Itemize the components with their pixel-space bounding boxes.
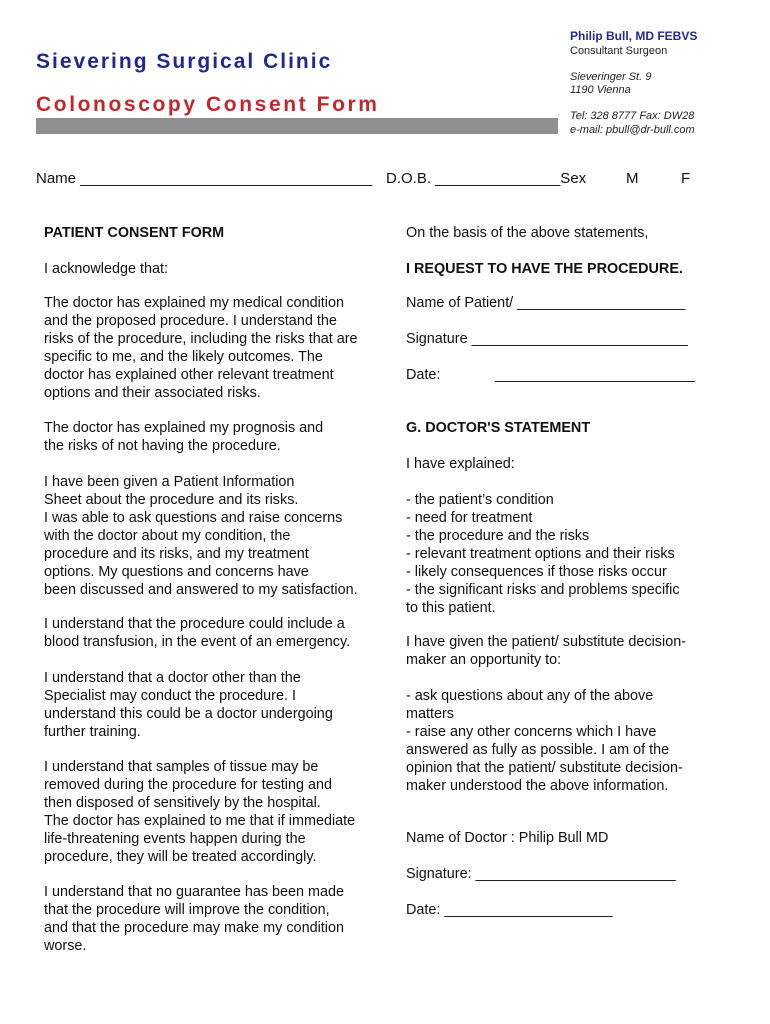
patient-consent-heading: PATIENT CONSENT FORM xyxy=(44,225,225,241)
address-line-1: Sieveringer St. 9 xyxy=(570,71,652,83)
request-procedure-heading: I REQUEST TO HAVE THE PROCEDURE. xyxy=(406,261,683,277)
address-line-2: 1190 Vienna xyxy=(570,84,631,96)
list-item: - the significant risks and problems specific xyxy=(406,582,680,598)
sex-f-option[interactable]: F xyxy=(681,170,691,187)
list-item: - need for treatment xyxy=(406,510,533,526)
patient-signature-field[interactable]: Signature ___________________________ xyxy=(406,331,688,347)
patient-date-field[interactable]: _________________________ xyxy=(495,367,696,383)
doctor-role: Consultant Surgeon xyxy=(570,45,668,57)
paragraph-condition: The doctor has explained my medical condition and the proposed procedure. I understand the risks of the procedure, including the risks that are specific to me, and the likely outcomes. The doctor has explained other relevant treatment options and their associated risks. xyxy=(44,295,358,401)
clinic-name: Sievering Surgical Clinic xyxy=(36,50,333,73)
opportunity-list: - ask questions about any of the above matters - raise any other concerns which I have answered as fully as possible. I am of the opinion that the patient/ substitute decision- maker understood the above information. xyxy=(406,688,683,794)
list-item: - the procedure and the risks xyxy=(406,528,590,544)
doctor-name: Philip Bull, MD FEBVS xyxy=(570,29,698,43)
opportunity-intro: I have given the patient/ substitute decision- maker an opportunity to: xyxy=(406,634,686,668)
patient-name-field[interactable]: Name of Patient/ _____________________ xyxy=(406,295,686,311)
doctor-date-field[interactable]: Date: _____________________ xyxy=(406,902,613,918)
list-item: to this patient. xyxy=(406,600,496,616)
explained-list xyxy=(406,491,680,617)
paragraph-other-doctor: I understand that a doctor other than the Specialist may conduct the procedure. I understand this could be a doctor undergoing further training. xyxy=(44,670,333,740)
basis-statement: On the basis of the above statements, xyxy=(406,225,649,241)
paragraph-information-sheet: I have been given a Patient Information Sheet about the procedure and its risks. I was able to ask questions and raise concerns with the doctor about my condition, the procedure and its risks, and my treatment options. My questions and concerns have been discussed and answered to my satisfaction. xyxy=(44,474,358,598)
doctor-signature-field[interactable]: Signature: _________________________ xyxy=(406,866,676,882)
paragraph-transfusion: I understand that the procedure could include a blood transfusion, in the event of an emergency. xyxy=(44,616,351,650)
paragraph-no-guarantee: I understand that no guarantee has been made that the procedure will improve the condition, and that the procedure may make my condition worse. xyxy=(44,884,345,954)
patient-date-label: Date: xyxy=(406,367,441,383)
paragraph-prognosis: The doctor has explained my prognosis and the risks of not having the procedure. xyxy=(44,420,324,454)
list-item: - the patient’s condition xyxy=(406,492,554,508)
header-divider-bar xyxy=(36,118,558,134)
doctor-statement-heading: G. DOCTOR'S STATEMENT xyxy=(406,420,591,436)
paragraph-tissue-samples: I understand that samples of tissue may be removed during the procedure for testing and then disposed of sensitively by the hospital. The doctor has explained to me that if immediate life-threatening events happen during the procedure, they will be treated accordingly. xyxy=(44,759,356,865)
name-field[interactable]: Name ___________________________________ xyxy=(36,170,373,187)
acknowledge-intro: I acknowledge that: xyxy=(44,261,168,277)
phone-fax: Tel: 328 8777 Fax: DW28 xyxy=(570,110,695,122)
form-title: Colonoscopy Consent Form xyxy=(36,93,380,116)
doctor-name-field: Name of Doctor : Philip Bull MD xyxy=(406,830,609,846)
list-item: - relevant treatment options and their risks xyxy=(406,546,675,562)
email: e-mail: pbull@dr-bull.com xyxy=(570,124,695,136)
explained-intro: I have explained: xyxy=(406,456,515,472)
sex-m-option[interactable]: M xyxy=(626,170,639,187)
list-item: - likely consequences if those risks occur xyxy=(406,564,667,580)
dob-sex-field[interactable]: D.O.B. _______________Sex xyxy=(386,170,587,187)
